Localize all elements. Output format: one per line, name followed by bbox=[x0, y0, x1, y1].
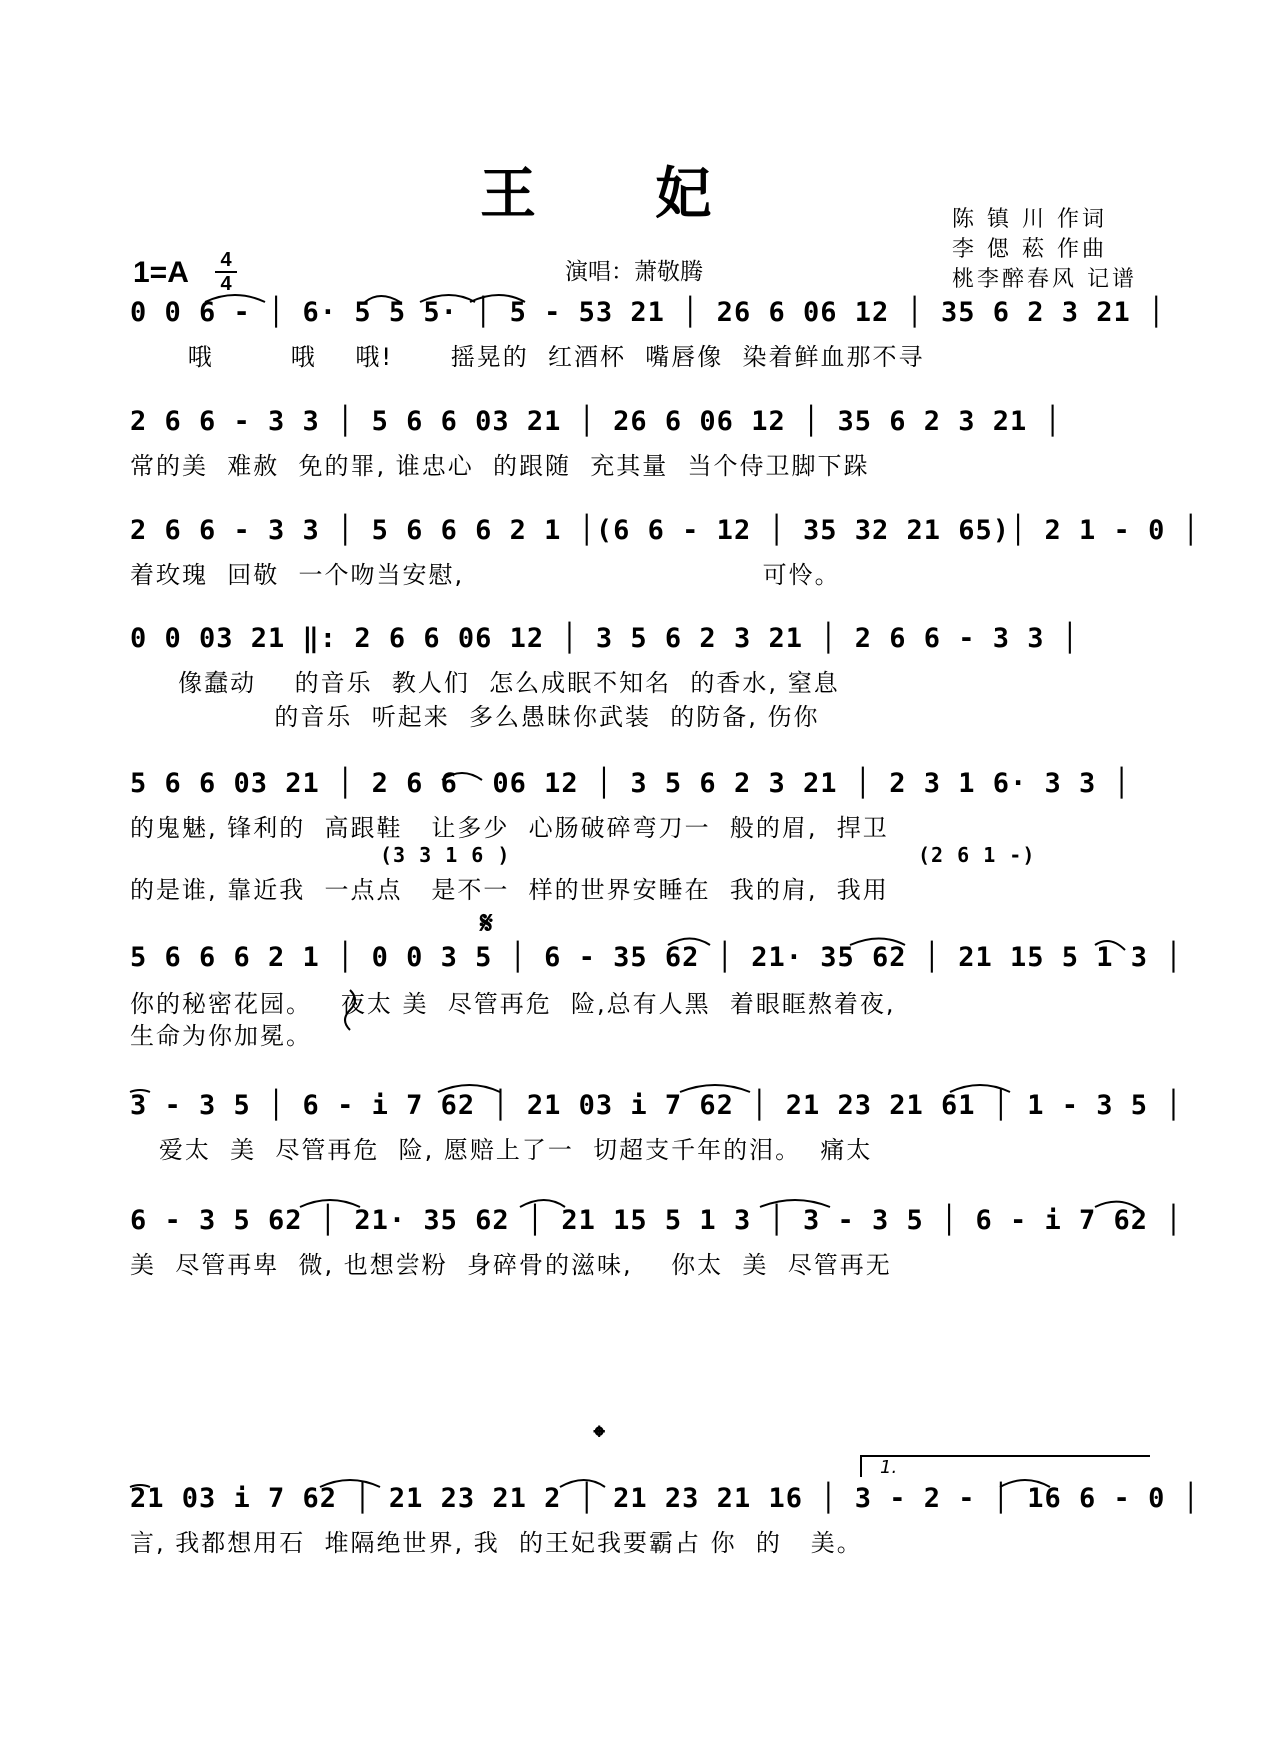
notation-line-2: 2 6 6 - 3 3 │ 5 6 6 03 21 │ 26 6 06 12 │ 35 6 2 3 21 │ bbox=[130, 406, 1062, 437]
volta-label: 1. bbox=[880, 1457, 898, 1478]
sub-notes-5a: (3 3 1 6 ) bbox=[380, 843, 511, 867]
slur-arc bbox=[560, 1480, 605, 1487]
slur-arc bbox=[760, 1200, 830, 1207]
notation-line-6: 5 6 6 6 2 1 │ 0 0 3 5 │ 6 - 35 62 │ 21· 35 62 │ 21 15 5 1 3 │ bbox=[130, 942, 1183, 973]
slur-arc bbox=[130, 1090, 150, 1092]
brace-left bbox=[345, 990, 355, 1030]
slur-arc bbox=[130, 1485, 150, 1487]
slur-arc bbox=[1095, 1202, 1140, 1210]
notation-line-4: 0 0 03 21 ‖: 2 6 6 06 12 │ 3 5 6 2 3 21 │ 2 6 6 - 3 3 │ bbox=[130, 623, 1080, 654]
segno-icon: 𝄋 bbox=[480, 906, 493, 941]
notation-line-1: 0 0 6 - │ 6· 5 5 5· │ 5 - 53 21 │ 26 6 06 12 │ 35 6 2 3 21 │ bbox=[130, 297, 1166, 328]
slur-arc bbox=[950, 1085, 1010, 1092]
slur-arc bbox=[850, 939, 905, 946]
slur-arc bbox=[420, 295, 475, 302]
key-signature: 1=A bbox=[133, 256, 189, 289]
lyrics-line-7: 爱太 美 尽管再危 险, 愿赔上了一 切超支千年的泪。 痛太 bbox=[130, 1136, 873, 1164]
slur-arc bbox=[1000, 1480, 1050, 1487]
time-signature-bottom: 4 bbox=[220, 273, 232, 295]
composer-credit: 李 偲 菘 作曲 bbox=[952, 237, 1107, 262]
lyrics-line-4a: 像蠢动 的音乐 教人们 怎么成眠不知名 的香水, 窒息 bbox=[130, 669, 840, 697]
lyrics-line-6a: 你的秘密花园。 夜太 美 尽管再危 险,总有人黑 着眼眶熬着夜, bbox=[130, 990, 896, 1018]
lyrics-line-4b: 的音乐 听起来 多么愚昧你武装 的防备, 伤你 bbox=[130, 703, 820, 731]
transcriber-credit: 桃李醉春风 记谱 bbox=[952, 267, 1137, 292]
notation-line-5: 5 6 6 03 21 │ 2 6 6 06 12 │ 3 5 6 2 3 21 │ 2 3 1 6· 3 3 │ bbox=[130, 768, 1131, 799]
lyrics-line-3: 着玫瑰 回敬 一个吻当安慰, 可怜。 bbox=[130, 561, 841, 589]
lyrics-line-5b: 的是谁, 靠近我 一点点 是不一 样的世界安睡在 我的肩, 我用 bbox=[130, 876, 889, 904]
singer-credit: 演唱：萧敬腾 bbox=[565, 259, 703, 285]
slur-arc bbox=[680, 1085, 750, 1092]
notation-line-8: 6 - 3 5 62 │ 21· 35 62 │ 21 15 5 1 3 │ 3 - 3 5 │ 6 - i 7 62 │ bbox=[130, 1205, 1183, 1236]
sub-notes-5b: (2 6 1 -) bbox=[918, 843, 1036, 867]
lyrics-line-5a: 的鬼魅, 锋利的 高跟鞋 让多少 心肠破碎弯刀一 般的眉, 捍卫 bbox=[130, 814, 889, 842]
slur-arc bbox=[470, 295, 525, 302]
slur-arc bbox=[1095, 941, 1125, 950]
lyrics-line-6b: 生命为你加冕。 bbox=[130, 1022, 312, 1050]
time-signature-top: 4 bbox=[220, 249, 232, 271]
slur-arc bbox=[438, 1085, 500, 1092]
song-title: 王 妃 bbox=[480, 161, 762, 227]
slur-arc bbox=[668, 939, 710, 946]
notation-line-3: 2 6 6 - 3 3 │ 5 6 6 6 2 1 │(6 6 - 12 │ 35 32 21 65)│ 2 1 - 0 │ bbox=[130, 515, 1200, 546]
lyricist-credit: 陈 镇 川 作词 bbox=[952, 207, 1107, 232]
coda-icon: 𝄌 bbox=[594, 1420, 605, 1455]
slur-arc bbox=[300, 1200, 360, 1207]
slur-arc bbox=[365, 296, 400, 302]
notation-line-7: 3 - 3 5 │ 6 - i 7 62 │ 21 03 i 7 62 │ 21 23 21 61 │ 1 - 3 5 │ bbox=[130, 1090, 1183, 1121]
slur-arc bbox=[442, 773, 482, 780]
lyrics-line-2: 常的美 难赦 免的罪, 谁忠心 的跟随 充其量 当个侍卫脚下跺 bbox=[130, 452, 870, 480]
slur-arc bbox=[205, 295, 265, 302]
lyrics-line-1: 哦 哦 哦! 摇晃的 红酒杯 嘴唇像 染着鲜血那不寻 bbox=[130, 343, 925, 371]
notation-line-9: 21 03 i 7 62 │ 21 23 21 2 │ 21 23 21 16 │ 3 - 2 - │ 16 6 - 0 │ bbox=[130, 1483, 1200, 1514]
lyrics-line-9: 言, 我都想用石 堆隔绝世界, 我 的王妃我要霸占 你 的 美。 bbox=[130, 1529, 863, 1557]
lyrics-line-8: 美 尽管再卑 微, 也想尝粉 身碎骨的滋味, 你太 美 尽管再无 bbox=[130, 1251, 892, 1279]
slur-arc bbox=[320, 1480, 380, 1487]
slur-arc bbox=[520, 1200, 565, 1207]
